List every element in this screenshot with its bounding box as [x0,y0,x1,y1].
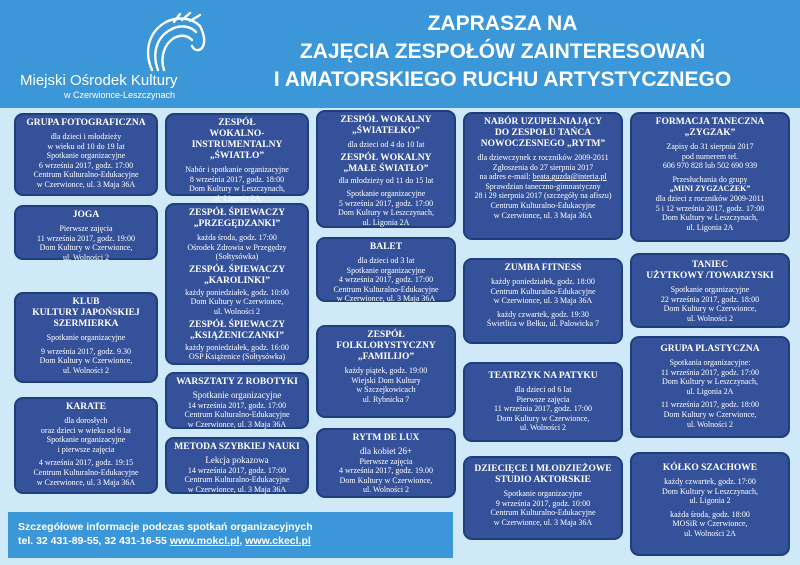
card-title-line: TANIEC [691,260,729,270]
card-line: Centrum Kulturalno-Edukacyjne [490,286,596,296]
email-prefix: na adres e-mail: [479,172,533,182]
logo-subtitle: w Czerwionce-Leszczynach [64,90,176,100]
card-line: Spotkanie organizacyjne [346,265,426,275]
card-title-line: ZESPÓŁ [367,330,405,340]
card-line: w wieku od 10 do 19 lat [47,141,125,151]
card-zespoly-spiewacze [165,203,309,365]
card-title: JOGA [72,210,100,220]
card-title-line: DZIECIĘCE I MŁODZIEŻOWE [474,464,612,474]
horse-head-icon [114,12,214,76]
card-line: oraz dzieci w wieku od 6 lat [40,425,132,435]
card-formacja-zygzak [630,112,790,242]
card-balet [316,237,456,302]
card-title-line: „KSIĄŻENICZANKI” [190,330,284,341]
card-nabor-rytm [463,112,623,240]
card-line: Dom Kultury w Czerwionce, [496,413,590,423]
card-familijo [316,325,456,418]
page-title [215,10,790,94]
card-line: Pierwsze zajęcia [59,224,113,233]
card-line: Zgłoszenia do 27 sierpnia 2017 [492,162,594,172]
card-title-line: DO ZESPOŁU TAŃCA [494,128,592,138]
card-line: 4 września 2017, godz. 19.00 [339,466,433,476]
footer-contact-line [18,534,443,548]
card-title-line: ZESPÓŁ ŚPIEWACZY [188,319,286,330]
card-title-line: „KAROLINKI” [204,275,270,286]
card-line: Sprawdzian taneczno-gimnastyczny [485,181,601,191]
card-line: dla dzieci od 6 lat [514,385,572,394]
card-grupa-fotograficzna [14,113,158,196]
card-line: ul. Wolności 2 [362,485,410,495]
card-line: Centrum Kulturalno-Edukacyjne [333,284,439,294]
card-line: ul. Rybnicka 7 [362,394,410,404]
footer-info-line: Szczegółowe informacje podczas spotkań organizacyjnych [18,521,313,533]
card-line: Wiejski Dom Kultury [351,375,421,385]
card-title [635,117,785,139]
card-line: każdy poniedziałek, godz. 10:00 [185,287,289,297]
card-line: Pierwsze zajęcia [516,394,570,404]
card-line: Spotkanie organizacyjne [192,390,282,400]
card-line: Zapisy do 31 sierpnia 2017 [666,142,754,151]
card-line: Dom Kultury w Czerwionce, [190,297,284,307]
card-line: Dom Kultury w Leszczynach, [189,184,285,194]
email-link[interactable]: beata.guzda@interia.pl [532,172,607,182]
card-line: w Czerwionce, ul. 3 Maja 36A [187,419,287,429]
card-line: w Czerwionce, ul. 3 Maja 36A [493,517,593,527]
card-line: 22 września 2017, godz. 18:00 [660,294,760,304]
card-line: ul. Ligonia 2A [213,193,261,203]
card-line: ul. Wolności 2 [686,419,734,429]
card-line: Spotkania organizacyjne: [669,358,751,367]
card-line: Spotkanie organizacyjne [503,489,583,498]
card-title [468,464,618,486]
card-line: 11 września 2017, godz. 19:00 [37,233,135,243]
card-line: 9 września 2017, godz. 9.30 [41,346,131,356]
card-line: Centrum Kulturalno-Edukacyjne [184,410,290,420]
card-line: 8 września 2017, godz. 18:00 [189,174,285,184]
card-line: dla dzieci od 3 lat [357,256,415,265]
card-line: ul. Ligonia 2A [686,386,734,396]
card-title: WARSZTATY Z ROBOTYKI [176,377,298,387]
card-line: ul. Wolności 2A [684,528,736,538]
card-line: Dom Kultury w Czerwionce, [663,409,757,419]
card-title: KÓŁKO SZACHOWE [662,463,758,473]
card-line: każdy poniedziałek, godz. 18:00 [491,277,595,286]
card-line: Dom Kultury w Leszczynach, [338,208,434,218]
title-line: ZAPRASZA NA [427,12,578,35]
card-title-line: STUDIO AKTORSKIE [495,475,591,485]
card-title-line: „PRZEGĘDZANKI” [193,219,281,229]
card-title: METODA SZYBKIEJ NAUKI [174,442,300,452]
title-line: I AMATORSKIEGO RUCHU ARTYSTYCZNEGO [273,68,732,91]
card-line: ul. Wolności 2 [62,365,110,375]
card-line: ul. Wolności 2 [686,313,734,323]
card-title-line: KLUB [72,297,100,307]
card-line: każdy czwartek, godz. 17:00 [664,477,756,486]
card-line: Lekcja pokazowa [205,455,269,465]
card-line: ul. Wolności 2 [519,423,567,433]
card-line: ul. Wolności 2 [213,306,261,316]
card-studio-aktorskie [463,456,623,540]
card-title: KARATE [66,402,106,412]
card-title: RYTM DE LUX [352,433,420,443]
card-line: 14 września 2017, godz. 17:00 [187,400,287,410]
card-line: Spotkanie organizacyjne [46,435,126,445]
card-title: TEATRZYK NA PATYKU [488,371,598,381]
card-title [321,330,451,363]
title-line: ZAJĘCIA ZESPOŁÓW ZAINTERESOWAŃ [299,40,706,63]
card-title [321,115,451,137]
card-line: dla dzieci z roczników 2009-2011 [655,193,765,203]
card-line: Dom Kultury w Czerwionce, [39,243,133,253]
card-zespoly-wokalne [316,110,456,228]
logo [14,8,214,104]
card-line: Centrum Kulturalno-Edukacyjne [33,467,139,477]
card-line: Ośrodek Zdrowia w Przegędzy [187,242,287,252]
card-line: Dom Kultury w Leszczynach, [662,486,758,496]
card-line: Spotkanie organizacyjne [670,285,750,294]
card-title-line: „ŚWIATEŁKO” [352,126,420,136]
card-line [468,172,618,182]
card-title [170,118,304,162]
card-klub-kultury-japonskiej [14,292,158,383]
card-title-line: WOKALNO-INSTRUMENTALNY [191,129,283,150]
card-title-line: „FAMILIJO” [357,352,415,362]
card-line: dla dziewczynek z roczników 2009-2011 [477,153,609,162]
card-line: 11 września 2017, godz. 18:00 [661,400,759,410]
card-line: dla młodzieży od 11 do 15 lat [338,175,434,185]
card-line: Nabór i spotkanie organizacyjne [185,165,289,174]
card-line: każdy poniedziałek, godz. 16:00 [185,342,289,352]
card-subtitle: „MINI ZYGZACZEK” [669,184,751,194]
card-warsztaty-z-robotyki [165,372,309,429]
card-title-line: FOLKLORYSTYCZNY [336,341,436,351]
card-title-line: NOWOCZESNEGO „RYTM” [480,139,606,149]
card-title-line: UŻYTKOWY /TOWARZYSKI [646,271,774,281]
card-line: Dom Kultury w Leszczynach, [662,377,758,387]
card-line: Spotkanie organizacyjne [46,333,126,342]
card-joga [14,205,158,260]
footer-info [8,512,453,558]
card-title-line: „ŚWIATŁO” [209,151,265,161]
card-line: Spotkanie organizacyjne [46,151,126,161]
card-line: każda środa, godz. 17:00 [197,233,277,242]
card-line: Dom Kultury w Czerwionce, [339,475,433,485]
card-karate [14,397,158,494]
card-title-line: FORMACJA TANECZNA [655,117,765,127]
card-line: 606 970 828 lub 502 690 939 [662,161,758,171]
card-title: BALET [369,242,403,252]
card-line: dla dzieci i młodzieży [50,132,122,141]
card-rytm-de-lux [316,428,456,498]
card-title-line: KULTURY JAPOŃSKIEJ [32,308,140,318]
card-line: każdy piątek, godz. 19:00 [344,366,428,375]
card-line: dla kobiet 26+ [359,446,413,456]
card-title-line: „ZYGZAK” [684,128,736,138]
card-line: 6 września 2017, godz. 17:00 [38,160,134,170]
card-line: każdy czwartek, godz. 19:30 [497,309,589,319]
card-line: Świetlica w Bełku, ul. Palowicka 7 [486,319,600,329]
card-title [19,297,153,330]
card-title-line: ZESPÓŁ WOKALNY [340,152,432,163]
card-title: GRUPA PLASTYCZNA [660,344,760,354]
card-subtitle [321,153,451,175]
card-line: OSP Książenice (Sołtysówka) [188,352,286,362]
footer-separator: , [239,535,246,547]
card-teatrzyk-na-patyku [463,362,623,442]
card-line: 28 i 29 sierpnia 2017 (szczegóły na afiszu) [474,191,612,201]
card-line: Centrum Kulturalno-Edukacyjne [490,200,596,210]
card-title-line: ZESPÓŁ ŚPIEWACZY [188,264,286,275]
card-line: 4 września 2017, godz. 17:00 [338,275,434,285]
card-line: ul. Ligonia 2 [689,496,731,506]
card-title-line: ZESPÓŁ ŚPIEWACZY [188,208,286,218]
card-line: 5 września 2017, godz. 17:00 [338,198,434,208]
card-line: MOSiR w Czerwionce, [672,519,748,529]
card-line: ul. Ligonia 2A [686,222,734,232]
card-line: w Czerwionce, ul. 3 Maja 36A [36,477,136,487]
card-line: 11 września 2017, godz. 17:00 [661,367,759,377]
card-title [468,117,618,150]
card-line: Dom Kultury w Czerwionce, [663,304,757,314]
card-zumba-fitness [463,258,623,344]
card-grupa-plastyczna [630,336,790,438]
card-line: (Sołtysówka) [215,252,259,262]
footer-link-mokcl[interactable]: www.mokcl.pl [169,535,240,547]
card-kolko-szachowe [630,452,790,556]
card-line: dla dorosłych [64,416,108,425]
card-line: ul. Wolności 2 [62,252,110,262]
logo-name: Miejski Ośrodek Kultury [20,72,178,89]
card-line: w Czerwionce, ul. 3 Maja 36A [187,484,287,494]
card-line: Centrum Kulturalno-Edukacyjne [184,475,290,485]
card-title-line: ZESPÓŁ WOKALNY [340,115,432,125]
card-line: 14 września 2017, godz. 17:00 [187,465,287,475]
card-title [635,260,785,282]
header-banner [0,0,800,108]
card-title-line: ZESPÓŁ [218,118,256,128]
card-line: Pierwsze zajęcia [359,456,413,466]
card-title [170,208,304,230]
card-line: 11 września 2017, godz. 17:00 [494,404,592,414]
card-taniec-uzytkowy [630,253,790,328]
card-line: w Czerwionce, ul. 3 Maja 36A [493,296,593,306]
card-title-line: NABÓR UZUPEŁNIAJĄCY [484,117,602,127]
card-line: w Szczejkowicach [356,385,416,395]
card-line: Centrum Kulturalno-Edukacyjne [33,170,139,180]
footer-phones: tel. 32 431-89-55, 32 431-16-55 [18,535,170,547]
card-zespol-swiatlo [165,113,309,203]
card-line: Przesłuchania do grupy [672,174,748,184]
card-subtitle [170,320,304,342]
card-line: 5 i 12 września 2017, godz. 17:00 [655,203,765,213]
card-title: ZUMBA FITNESS [504,263,582,273]
card-subtitle [170,265,304,287]
card-line: w Czerwionce, ul. 3 Maja 36A [493,210,593,220]
card-line: Dom Kultury w Czerwionce, [39,356,133,366]
card-metoda-szybkiej-nauki [165,437,309,494]
card-title-line: „MAŁE ŚWIATŁO” [343,163,429,174]
card-line: pod numerem tel. [681,151,739,161]
card-title: GRUPA FOTOGRAFICZNA [26,118,146,128]
card-line: Centrum Kulturalno-Edukacyjne [490,508,596,518]
card-line: Dom Kultury w Leszczynach, [662,213,758,223]
card-line: każda środa, godz. 18:00 [670,509,750,519]
card-line: Spotkanie organizacyjne [346,189,426,199]
footer-link-ckecl[interactable]: www.ckecl.pl [245,535,311,547]
card-line: w Czerwionce, ul. 3 Maja 36A [36,179,136,189]
card-line: 4 września 2017, godz. 19:15 [38,458,134,468]
card-line: 9 września 2017, godz. 10:00 [495,498,591,508]
card-line: i pierwsze zajęcia [57,444,115,454]
card-line: w Czerwionce, ul. 3 Maja 36A [336,294,436,304]
card-line: ul. Ligonia 2A [362,217,410,227]
card-title-line: SZERMIERKA [53,319,119,329]
card-line: dla dzieci od 4 do 10 lat [347,140,425,149]
